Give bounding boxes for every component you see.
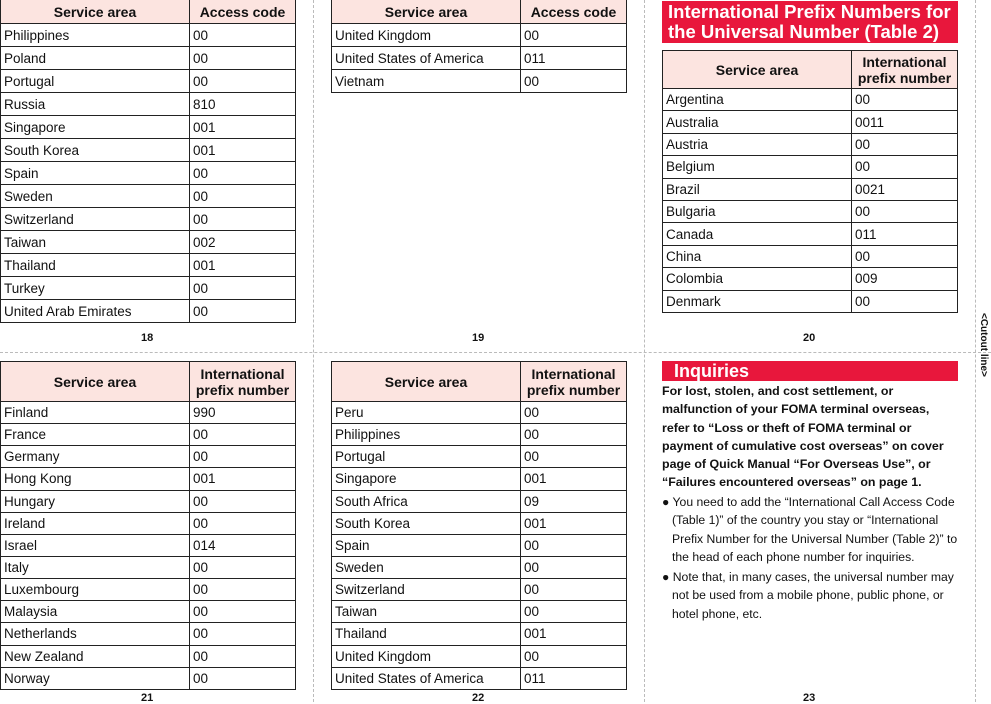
- table-row: [1, 601, 296, 623]
- code-cell: 00: [521, 556, 627, 578]
- table-header-row: [332, 0, 627, 24]
- code-cell: 00: [521, 424, 627, 446]
- table-row: [663, 200, 958, 222]
- table-row: [1, 139, 296, 162]
- service-area-cell: United Arab Emirates: [1, 300, 190, 323]
- page-number: 21: [141, 692, 154, 704]
- service-area-cell: United Kingdom: [332, 24, 521, 47]
- service-area-cell: Argentina: [663, 89, 852, 111]
- column-header: International prefix number: [521, 362, 627, 402]
- table-header-row: [332, 362, 627, 402]
- code-cell: 002: [190, 231, 296, 254]
- code-cell: 00: [190, 70, 296, 93]
- table-row: [332, 601, 627, 623]
- table-row: [1, 556, 296, 578]
- fold-line: [313, 0, 314, 702]
- table-row: [1, 93, 296, 116]
- service-area-cell: Norway: [1, 667, 190, 689]
- table-row: [1, 645, 296, 667]
- table-row: [332, 534, 627, 556]
- service-area-cell: Hungary: [1, 490, 190, 512]
- column-header: Service area: [332, 0, 521, 24]
- table-row: [1, 424, 296, 446]
- service-area-cell: Portugal: [332, 446, 521, 468]
- code-cell: 00: [521, 446, 627, 468]
- code-cell: 00: [190, 47, 296, 70]
- service-area-cell: Luxembourg: [1, 579, 190, 601]
- column-header: International prefix number: [852, 51, 958, 89]
- page-number: 23: [803, 692, 816, 704]
- code-cell: 014: [190, 534, 296, 556]
- service-area-cell: South Korea: [332, 512, 521, 534]
- service-area-cell: Portugal: [1, 70, 190, 93]
- service-area-cell: Singapore: [1, 116, 190, 139]
- code-cell: 001: [190, 468, 296, 490]
- code-cell: 00: [190, 424, 296, 446]
- code-cell: 009: [852, 268, 958, 290]
- code-cell: 0011: [852, 111, 958, 133]
- code-cell: 001: [521, 623, 627, 645]
- table-row: [1, 512, 296, 534]
- page-number: 18: [141, 332, 154, 344]
- service-area-cell: France: [1, 424, 190, 446]
- service-area-cell: Netherlands: [1, 623, 190, 645]
- service-area-cell: Ireland: [1, 512, 190, 534]
- cutout-label: <Cutout line>: [978, 313, 989, 377]
- code-cell: 00: [190, 667, 296, 689]
- code-cell: 00: [190, 277, 296, 300]
- table-row: [1, 47, 296, 70]
- code-cell: 00: [190, 300, 296, 323]
- table-row: [332, 512, 627, 534]
- service-area-cell: Poland: [1, 47, 190, 70]
- code-cell: 001: [190, 116, 296, 139]
- service-area-cell: Russia: [1, 93, 190, 116]
- code-cell: 001: [521, 512, 627, 534]
- table-row: [663, 111, 958, 133]
- code-cell: 011: [521, 47, 627, 70]
- column-header: Service area: [1, 362, 190, 402]
- code-cell: 990: [190, 402, 296, 424]
- table-row: [663, 156, 958, 178]
- service-area-cell: South Korea: [1, 139, 190, 162]
- column-header: International prefix number: [190, 362, 296, 402]
- column-header: Service area: [332, 362, 521, 402]
- column-header: Access code: [190, 0, 296, 24]
- table-row: [1, 208, 296, 231]
- table-row: [1, 185, 296, 208]
- service-area-cell: Australia: [663, 111, 852, 133]
- code-cell: 011: [852, 223, 958, 245]
- data-table: [331, 361, 627, 690]
- service-area-cell: Switzerland: [1, 208, 190, 231]
- inquiries-title: Inquiries: [662, 361, 958, 381]
- table-page-22: [331, 361, 627, 690]
- service-area-cell: United States of America: [332, 47, 521, 70]
- code-cell: 00: [521, 24, 627, 47]
- inquiries-body: For lost, stolen, and cost settlement, or malfunction of your FOMA terminal overseas, refer to “Loss or theft of FOMA terminal or payment of cumulative cost overseas” on cover page of Quick Manual “For Overseas Use”, or “Failures encountered overseas” on page 1.: [662, 384, 944, 490]
- code-cell: 09: [521, 490, 627, 512]
- service-area-cell: Singapore: [332, 468, 521, 490]
- service-area-cell: Israel: [1, 534, 190, 556]
- service-area-cell: Sweden: [1, 185, 190, 208]
- service-area-cell: United Kingdom: [332, 645, 521, 667]
- code-cell: 011: [521, 667, 627, 689]
- service-area-cell: Taiwan: [332, 601, 521, 623]
- service-area-cell: Spain: [1, 162, 190, 185]
- page-number: 19: [472, 332, 485, 344]
- service-area-cell: Vietnam: [332, 70, 521, 93]
- inquiries-bullet: ● Note that, in many cases, the universal number may not be used from a mobile phone, public phone, or hotel phone, etc.: [662, 569, 954, 621]
- data-table: [0, 0, 296, 323]
- service-area-cell: Finland: [1, 402, 190, 424]
- code-cell: 00: [190, 446, 296, 468]
- code-cell: 001: [190, 254, 296, 277]
- code-cell: 0021: [852, 178, 958, 200]
- table-row: [1, 490, 296, 512]
- service-area-cell: Hong Kong: [1, 468, 190, 490]
- table-row: [1, 116, 296, 139]
- column-header: Service area: [663, 51, 852, 89]
- service-area-cell: South Africa: [332, 490, 521, 512]
- code-cell: 00: [852, 89, 958, 111]
- table-row: [1, 300, 296, 323]
- service-area-cell: Germany: [1, 446, 190, 468]
- table-row: [1, 623, 296, 645]
- table-row: [1, 70, 296, 93]
- service-area-cell: Thailand: [332, 623, 521, 645]
- service-area-cell: Sweden: [332, 556, 521, 578]
- code-cell: 00: [521, 645, 627, 667]
- page-number: 22: [472, 692, 485, 704]
- table-row: [1, 162, 296, 185]
- service-area-cell: Italy: [1, 556, 190, 578]
- table-header-row: [1, 362, 296, 402]
- code-cell: 00: [190, 512, 296, 534]
- table-row: [1, 24, 296, 47]
- table-row: [663, 223, 958, 245]
- table-row: [1, 277, 296, 300]
- table-row: [1, 468, 296, 490]
- service-area-cell: Colombia: [663, 268, 852, 290]
- service-area-cell: Brazil: [663, 178, 852, 200]
- column-header: Access code: [521, 0, 627, 24]
- bullet-text: Note that, in many cases, the universal number may not be used from a mobile phone, public phone, or hotel phone, etc.: [672, 569, 954, 621]
- table-row: [332, 424, 627, 446]
- data-table: [331, 0, 627, 93]
- table-row: [1, 402, 296, 424]
- table-row: [332, 47, 627, 70]
- bullet-text: You need to add the “International Call Access Code (Table 1)” of the country you stay or “International Prefix Number for the Universal Number (Table 2)” to the head of each phone number for inquiries.: [672, 494, 958, 565]
- table-row: [332, 667, 627, 689]
- service-area-cell: New Zealand: [1, 645, 190, 667]
- code-cell: 810: [190, 93, 296, 116]
- code-cell: 001: [190, 139, 296, 162]
- code-cell: 00: [521, 402, 627, 424]
- code-cell: 00: [190, 490, 296, 512]
- code-cell: 00: [190, 623, 296, 645]
- service-area-cell: Bulgaria: [663, 200, 852, 222]
- code-cell: 00: [190, 208, 296, 231]
- code-cell: 00: [852, 133, 958, 155]
- table-row: [332, 490, 627, 512]
- table-row: [663, 268, 958, 290]
- service-area-cell: Turkey: [1, 277, 190, 300]
- page-number: 20: [803, 332, 816, 344]
- data-table: [662, 50, 958, 313]
- code-cell: 001: [521, 468, 627, 490]
- table-row: [663, 133, 958, 155]
- table-row: [332, 645, 627, 667]
- table-row: [663, 290, 958, 312]
- code-cell: 00: [190, 24, 296, 47]
- code-cell: 00: [521, 70, 627, 93]
- code-cell: 00: [852, 245, 958, 267]
- service-area-cell: United States of America: [332, 667, 521, 689]
- table-row: [332, 556, 627, 578]
- service-area-cell: Austria: [663, 133, 852, 155]
- service-area-cell: Philippines: [1, 24, 190, 47]
- code-cell: 00: [521, 601, 627, 623]
- table-page-19: [331, 0, 627, 93]
- table-row: [332, 402, 627, 424]
- service-area-cell: Taiwan: [1, 231, 190, 254]
- fold-line: [0, 352, 991, 353]
- code-cell: 00: [190, 556, 296, 578]
- service-area-cell: Spain: [332, 534, 521, 556]
- column-header: Service area: [1, 0, 190, 24]
- table-row: [1, 579, 296, 601]
- table-row: [332, 446, 627, 468]
- table-row: [332, 70, 627, 93]
- table-row: [663, 178, 958, 200]
- code-cell: 00: [190, 162, 296, 185]
- table-row: [1, 446, 296, 468]
- code-cell: 00: [521, 579, 627, 601]
- table-row: [1, 534, 296, 556]
- code-cell: 00: [190, 579, 296, 601]
- table-row: [663, 89, 958, 111]
- code-cell: 00: [852, 290, 958, 312]
- service-area-cell: Belgium: [663, 156, 852, 178]
- code-cell: 00: [190, 601, 296, 623]
- code-cell: 00: [521, 534, 627, 556]
- inquiries-section: [662, 361, 958, 623]
- service-area-cell: China: [663, 245, 852, 267]
- table-header-row: [1, 0, 296, 24]
- cutout-line: [975, 0, 976, 702]
- table-row: [332, 579, 627, 601]
- fold-line: [644, 0, 645, 702]
- service-area-cell: Philippines: [332, 424, 521, 446]
- table-row: [663, 245, 958, 267]
- service-area-cell: Thailand: [1, 254, 190, 277]
- table-page-21: [0, 361, 296, 690]
- service-area-cell: Canada: [663, 223, 852, 245]
- table-row: [1, 254, 296, 277]
- table-row: [332, 24, 627, 47]
- code-cell: 00: [852, 156, 958, 178]
- table-row: [332, 623, 627, 645]
- data-table: [0, 361, 296, 690]
- code-cell: 00: [852, 200, 958, 222]
- inquiries-bullet: ● You need to add the “International Call Access Code (Table 1)” of the country you stay or “International Prefix Number for the Universal Number (Table 2)” to the head of each phone number for inquiries.: [662, 494, 958, 565]
- table-page-20: [662, 1, 958, 313]
- table-title: International Prefix Numbers for the Universal Number (Table 2): [662, 1, 958, 43]
- service-area-cell: Peru: [332, 402, 521, 424]
- table-row: [1, 667, 296, 689]
- table-header-row: [663, 51, 958, 89]
- table-row: [332, 468, 627, 490]
- service-area-cell: Malaysia: [1, 601, 190, 623]
- table-row: [1, 231, 296, 254]
- code-cell: 00: [190, 185, 296, 208]
- service-area-cell: Switzerland: [332, 579, 521, 601]
- table-page-18: [0, 0, 296, 323]
- code-cell: 00: [190, 645, 296, 667]
- service-area-cell: Denmark: [663, 290, 852, 312]
